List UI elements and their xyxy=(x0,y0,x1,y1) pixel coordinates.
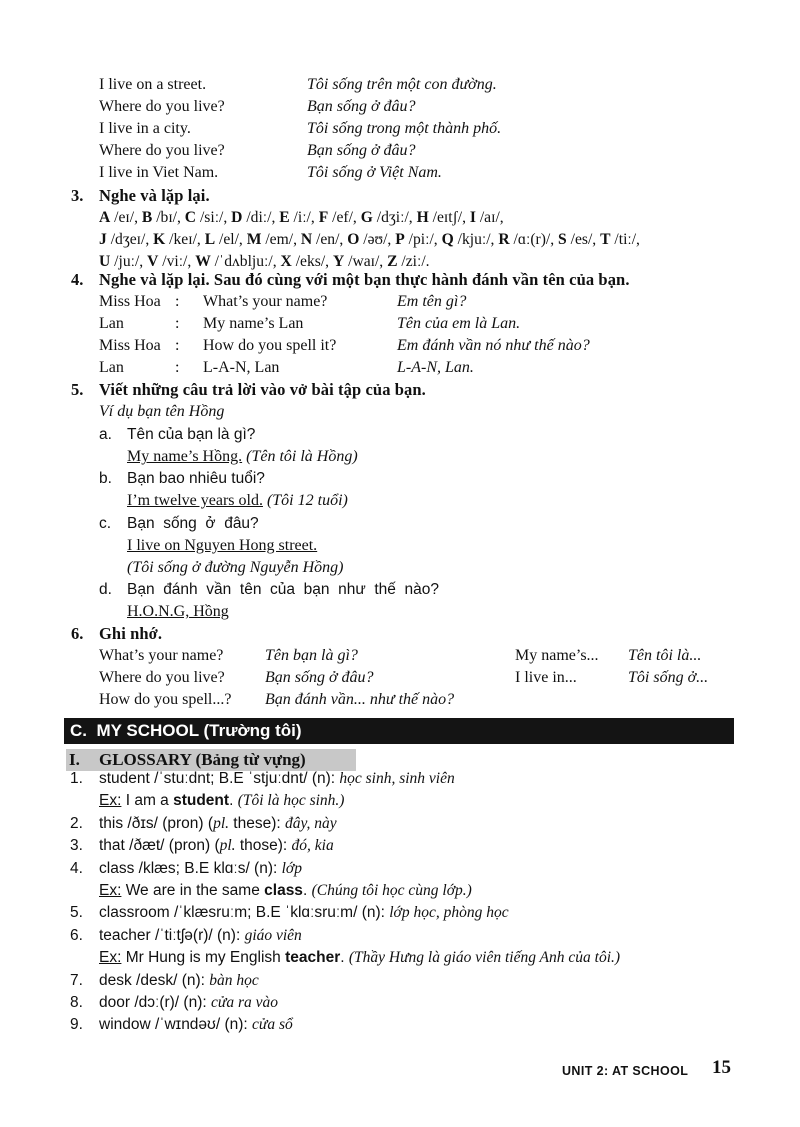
glossary-word: class xyxy=(99,859,135,877)
alphabet-letter: F xyxy=(318,209,329,226)
example-text: Mr Hung is my English xyxy=(121,949,286,967)
glossary-word: teacher xyxy=(99,926,151,944)
glossary-meaning: học sinh, sinh viên xyxy=(339,770,455,787)
glossary-entry xyxy=(99,768,455,790)
glossary-entry-number: 2. xyxy=(70,814,83,832)
example-translation: (Thầy Hưng là giáo viên tiếng Anh của tôi.) xyxy=(348,949,621,967)
alphabet-letter: S xyxy=(558,231,567,248)
glossary-phonetic: /dɔː(r)/ (n): xyxy=(130,994,211,1011)
alphabet-phonetic: /viː/, xyxy=(158,253,196,270)
glossary-plural-label: pl. xyxy=(219,837,236,855)
alphabet-phonetic: /piː/, xyxy=(404,231,442,248)
section-5-example: Ví dụ bạn tên Hồng xyxy=(99,403,225,420)
alphabet-letter: N xyxy=(300,231,313,248)
glossary-entry-number: 5. xyxy=(70,904,83,922)
intro-en-4: Where do you live? xyxy=(99,142,225,159)
dialog-colon-4: : xyxy=(175,359,180,376)
alphabet-letter: C xyxy=(184,209,197,226)
intro-en-3: I live in a city. xyxy=(99,120,191,137)
glossary-meaning: đó, kia xyxy=(291,837,334,855)
memo-vi2-1: Tên tôi là... xyxy=(628,647,702,664)
glossary-meaning: cửa sổ xyxy=(252,1016,293,1034)
alphabet-phonetic: /əʊ/, xyxy=(359,231,396,248)
alphabet-letter: V xyxy=(147,253,159,270)
alphabet-line-1 xyxy=(99,207,504,229)
alphabet-phonetic: /ef/, xyxy=(328,209,361,226)
dialog-speaker-3: Miss Hoa xyxy=(99,337,161,354)
glossary-entry xyxy=(99,925,302,947)
glossary-phonetic: /klæs; B.E klɑːs/ (n): xyxy=(134,859,282,877)
alphabet-letter: O xyxy=(347,231,360,248)
alphabet-letter: Z xyxy=(387,253,398,270)
item-c-answer: I live on Nguyen Hong street. xyxy=(127,537,318,554)
glossary-entry-number: 6. xyxy=(70,926,83,944)
dialog-speaker-4: Lan xyxy=(99,359,124,376)
item-a-answer: My name’s Hồng. xyxy=(127,448,243,465)
glossary-entry xyxy=(99,992,278,1014)
example-keyword: teacher xyxy=(285,949,341,967)
alphabet-phonetic: /el/, xyxy=(215,231,247,248)
glossary-word: window xyxy=(99,1016,151,1034)
glossary-meaning: cửa ra vào xyxy=(210,994,278,1011)
glossary-entry-number: 9. xyxy=(70,1016,83,1034)
intro-vi-1: Tôi sống trên một con đường. xyxy=(307,76,497,93)
item-b-translation: (Tôi 12 tuổi) xyxy=(266,492,348,509)
item-a-question: Tên của bạn là gì? xyxy=(127,426,256,443)
alphabet-phonetic: /dʒiː/, xyxy=(372,209,417,226)
section-4-number: 4. xyxy=(71,270,84,289)
example-translation: (Chúng tôi học cùng lớp.) xyxy=(311,882,472,899)
dialog-colon-1: : xyxy=(175,293,180,310)
intro-vi-4: Bạn sống ở đâu? xyxy=(307,142,416,159)
memo-vi-3: Bạn đánh vần... như thế nào? xyxy=(265,691,455,708)
alphabet-letter: A xyxy=(99,209,111,226)
section-4-title: Nghe và lặp lại. Sau đó cùng với một bạn thực hành đánh vần tên của bạn. xyxy=(99,270,630,289)
alphabet-phonetic: /ɑː(r)/, xyxy=(509,231,559,248)
item-d-answer: H.O.N.G, Hồng xyxy=(127,603,229,620)
page-number: 15 xyxy=(712,1057,731,1078)
glossary-phonetic: /ðɪs/ (pron) ( xyxy=(123,814,214,832)
alphabet-phonetic: /juː/, xyxy=(110,253,148,270)
alphabet-letter: H xyxy=(416,209,429,226)
intro-vi-2: Bạn sống ở đâu? xyxy=(307,98,416,115)
intro-en-5: I live in Viet Nam. xyxy=(99,164,219,181)
example-label: Ex: xyxy=(99,882,122,899)
section-6-title: Ghi nhớ. xyxy=(99,624,163,643)
alphabet-phonetic: /eks/, xyxy=(291,253,333,270)
intro-vi-5: Tôi sống ở Việt Nam. xyxy=(307,164,442,181)
glossary-plural-label: pl. xyxy=(213,814,229,832)
item-a-letter: a. xyxy=(99,426,112,443)
example-label: Ex: xyxy=(99,792,122,810)
glossary-entry xyxy=(99,858,302,880)
example-text: . xyxy=(229,792,238,810)
intro-vi-3: Tôi sống trong một thành phố. xyxy=(307,120,502,137)
item-a-answer-line xyxy=(127,446,358,468)
glossary-plural: those): xyxy=(235,837,292,855)
section-3-number: 3. xyxy=(71,186,84,205)
item-c-letter: c. xyxy=(99,515,112,532)
section-5-number: 5. xyxy=(71,380,84,399)
dialog-en-3: How do you spell it? xyxy=(203,337,337,354)
alphabet-phonetic: /waɪ/, xyxy=(344,253,388,270)
item-c-question: Bạn sống ở đâu? xyxy=(127,515,259,532)
memo-vi2-2: Tôi sống ở... xyxy=(628,669,709,686)
glossary-word: door xyxy=(99,994,131,1011)
item-b-question: Bạn bao nhiêu tuổi? xyxy=(127,470,265,487)
alphabet-phonetic: /iː/, xyxy=(289,209,319,226)
glossary-entry xyxy=(99,902,509,924)
alphabet-letter: U xyxy=(99,253,111,270)
example-keyword: student xyxy=(173,792,230,810)
section-c-title: C. MY SCHOOL (Trường tôi) xyxy=(70,721,302,740)
example-translation: (Tôi là học sinh.) xyxy=(237,792,345,810)
section-3-title: Nghe và lặp lại. xyxy=(99,186,210,205)
glossary-word: classroom xyxy=(99,904,170,922)
alphabet-phonetic: /tiː/, xyxy=(610,231,640,248)
alphabet-letter: W xyxy=(195,253,211,270)
example-keyword: class xyxy=(264,882,303,899)
glossary-phonetic: /ˈklæsruːm; B.E ˈklɑːsruːm/ (n): xyxy=(169,904,390,922)
glossary-phonetic: /ˈstuːdnt; B.E ˈstjuːdnt/ (n): xyxy=(149,770,340,787)
glossary-entry-number: 3. xyxy=(70,837,83,855)
glossary-entry xyxy=(99,970,259,992)
glossary-meaning: bàn học xyxy=(209,971,259,989)
glossary-phonetic: /desk/ (n): xyxy=(131,971,210,989)
glossary-entry-number: 4. xyxy=(70,859,83,877)
glossary-phonetic: /ˈwɪndəʊ/ (n): xyxy=(150,1016,253,1034)
glossary-entry-number: 7. xyxy=(70,971,83,989)
glossary-meaning: lớp học, phòng học xyxy=(389,904,509,922)
glossary-phonetic: /ˈtiːtʃə(r)/ (n): xyxy=(150,926,245,944)
alphabet-letter: X xyxy=(280,253,292,270)
memo-vi-1: Tên bạn là gì? xyxy=(265,647,358,664)
alphabet-letter: T xyxy=(600,231,611,248)
glossary-entry-number: 1. xyxy=(70,770,83,787)
alphabet-phonetic: /bɪ/, xyxy=(152,209,185,226)
dialog-colon-3: : xyxy=(175,337,180,354)
alphabet-phonetic: /em/, xyxy=(261,231,301,248)
glossary-example xyxy=(99,790,344,812)
glossary-title: GLOSSARY (Bảng từ vựng) xyxy=(99,750,306,769)
example-text: . xyxy=(340,949,349,967)
item-b-letter: b. xyxy=(99,470,112,487)
dialog-vi-3: Em đánh vần nó như thế nào? xyxy=(397,337,590,354)
alphabet-letter: B xyxy=(141,209,153,226)
glossary-meaning: đây, này xyxy=(285,814,337,832)
item-c-translation: (Tôi sống ở đường Nguyễn Hồng) xyxy=(127,559,344,576)
glossary-example xyxy=(99,880,472,902)
dialog-colon-2: : xyxy=(175,315,180,332)
alphabet-letter: I xyxy=(469,209,476,226)
alphabet-phonetic: /aɪ/, xyxy=(475,209,504,226)
alphabet-letter: P xyxy=(395,231,405,248)
item-b-answer-line xyxy=(127,490,348,512)
glossary-word: this xyxy=(99,814,124,832)
alphabet-phonetic: /eɪtʃ/, xyxy=(428,209,470,226)
alphabet-phonetic: /ziː/. xyxy=(397,253,430,270)
item-d-letter: d. xyxy=(99,581,112,598)
footer-unit: UNIT 2: AT SCHOOL xyxy=(562,1064,689,1078)
memo-en-1: What’s your name? xyxy=(99,647,224,664)
glossary-word: desk xyxy=(99,971,132,989)
alphabet-line-2 xyxy=(99,229,640,251)
dialog-vi-2: Tên của em là Lan. xyxy=(397,315,521,332)
glossary-word: that xyxy=(99,837,125,855)
alphabet-letter: E xyxy=(279,209,290,226)
memo-en2-1: My name’s... xyxy=(515,647,599,664)
memo-en2-2: I live in... xyxy=(515,669,577,686)
dialog-vi-1: Em tên gì? xyxy=(397,293,467,310)
alphabet-letter: D xyxy=(231,209,243,226)
alphabet-phonetic: /es/, xyxy=(566,231,601,248)
memo-en-2: Where do you live? xyxy=(99,669,225,686)
alphabet-phonetic: /eɪ/, xyxy=(110,209,142,226)
example-text: I am a xyxy=(121,792,174,810)
alphabet-phonetic: /keɪ/, xyxy=(165,231,205,248)
glossary-entry-number: 8. xyxy=(70,994,83,1011)
section-c-banner xyxy=(64,718,734,744)
alphabet-phonetic: /siː/, xyxy=(196,209,232,226)
glossary-example xyxy=(99,947,620,969)
glossary-entry xyxy=(99,1014,293,1036)
dialog-en-2: My name’s Lan xyxy=(203,315,304,332)
glossary-meaning: giáo viên xyxy=(244,926,302,944)
glossary-entry xyxy=(99,835,334,857)
alphabet-phonetic: /en/, xyxy=(312,231,348,248)
glossary-word: student xyxy=(99,770,150,787)
item-b-answer: I’m twelve years old. xyxy=(127,492,263,509)
example-text: . xyxy=(302,882,312,899)
intro-en-1: I live on a street. xyxy=(99,76,207,93)
section-6-number: 6. xyxy=(71,624,84,643)
alphabet-letter: K xyxy=(153,231,166,248)
intro-en-2: Where do you live? xyxy=(99,98,225,115)
memo-vi-2: Bạn sống ở đâu? xyxy=(265,669,374,686)
dialog-en-4: L-A-N, Lan xyxy=(203,359,280,376)
glossary-plural: these): xyxy=(229,814,285,832)
item-d-question: Bạn đánh vần tên của bạn như thế nào? xyxy=(127,581,439,598)
glossary-number: I. xyxy=(69,750,80,769)
alphabet-phonetic: /diː/, xyxy=(242,209,280,226)
dialog-en-1: What’s your name? xyxy=(203,293,328,310)
alphabet-letter: J xyxy=(99,231,107,248)
alphabet-letter: Q xyxy=(441,231,454,248)
memo-en-3: How do you spell...? xyxy=(99,691,232,708)
glossary-entry xyxy=(99,813,337,835)
alphabet-phonetic: /kjuː/, xyxy=(453,231,499,248)
glossary-meaning: lớp xyxy=(281,859,302,877)
example-text: We are in the same xyxy=(121,882,265,899)
glossary-phonetic: /ðæt/ (pron) ( xyxy=(124,837,220,855)
alphabet-letter: R xyxy=(498,231,510,248)
section-5-title: Viết những câu trả lời vào vở bài tập của bạn. xyxy=(99,380,426,399)
alphabet-letter: M xyxy=(246,231,262,248)
dialog-vi-4: L-A-N, Lan. xyxy=(397,359,474,376)
alphabet-phonetic: /dʒeɪ/, xyxy=(106,231,154,248)
example-label: Ex: xyxy=(99,949,122,967)
dialog-speaker-2: Lan xyxy=(99,315,124,332)
dialog-speaker-1: Miss Hoa xyxy=(99,293,161,310)
alphabet-letter: G xyxy=(360,209,373,226)
alphabet-letter: L xyxy=(204,231,216,248)
alphabet-letter: Y xyxy=(332,253,345,270)
alphabet-phonetic: /ˈdʌbljuː/, xyxy=(210,253,281,270)
item-a-translation: (Tên tôi là Hồng) xyxy=(246,448,358,465)
